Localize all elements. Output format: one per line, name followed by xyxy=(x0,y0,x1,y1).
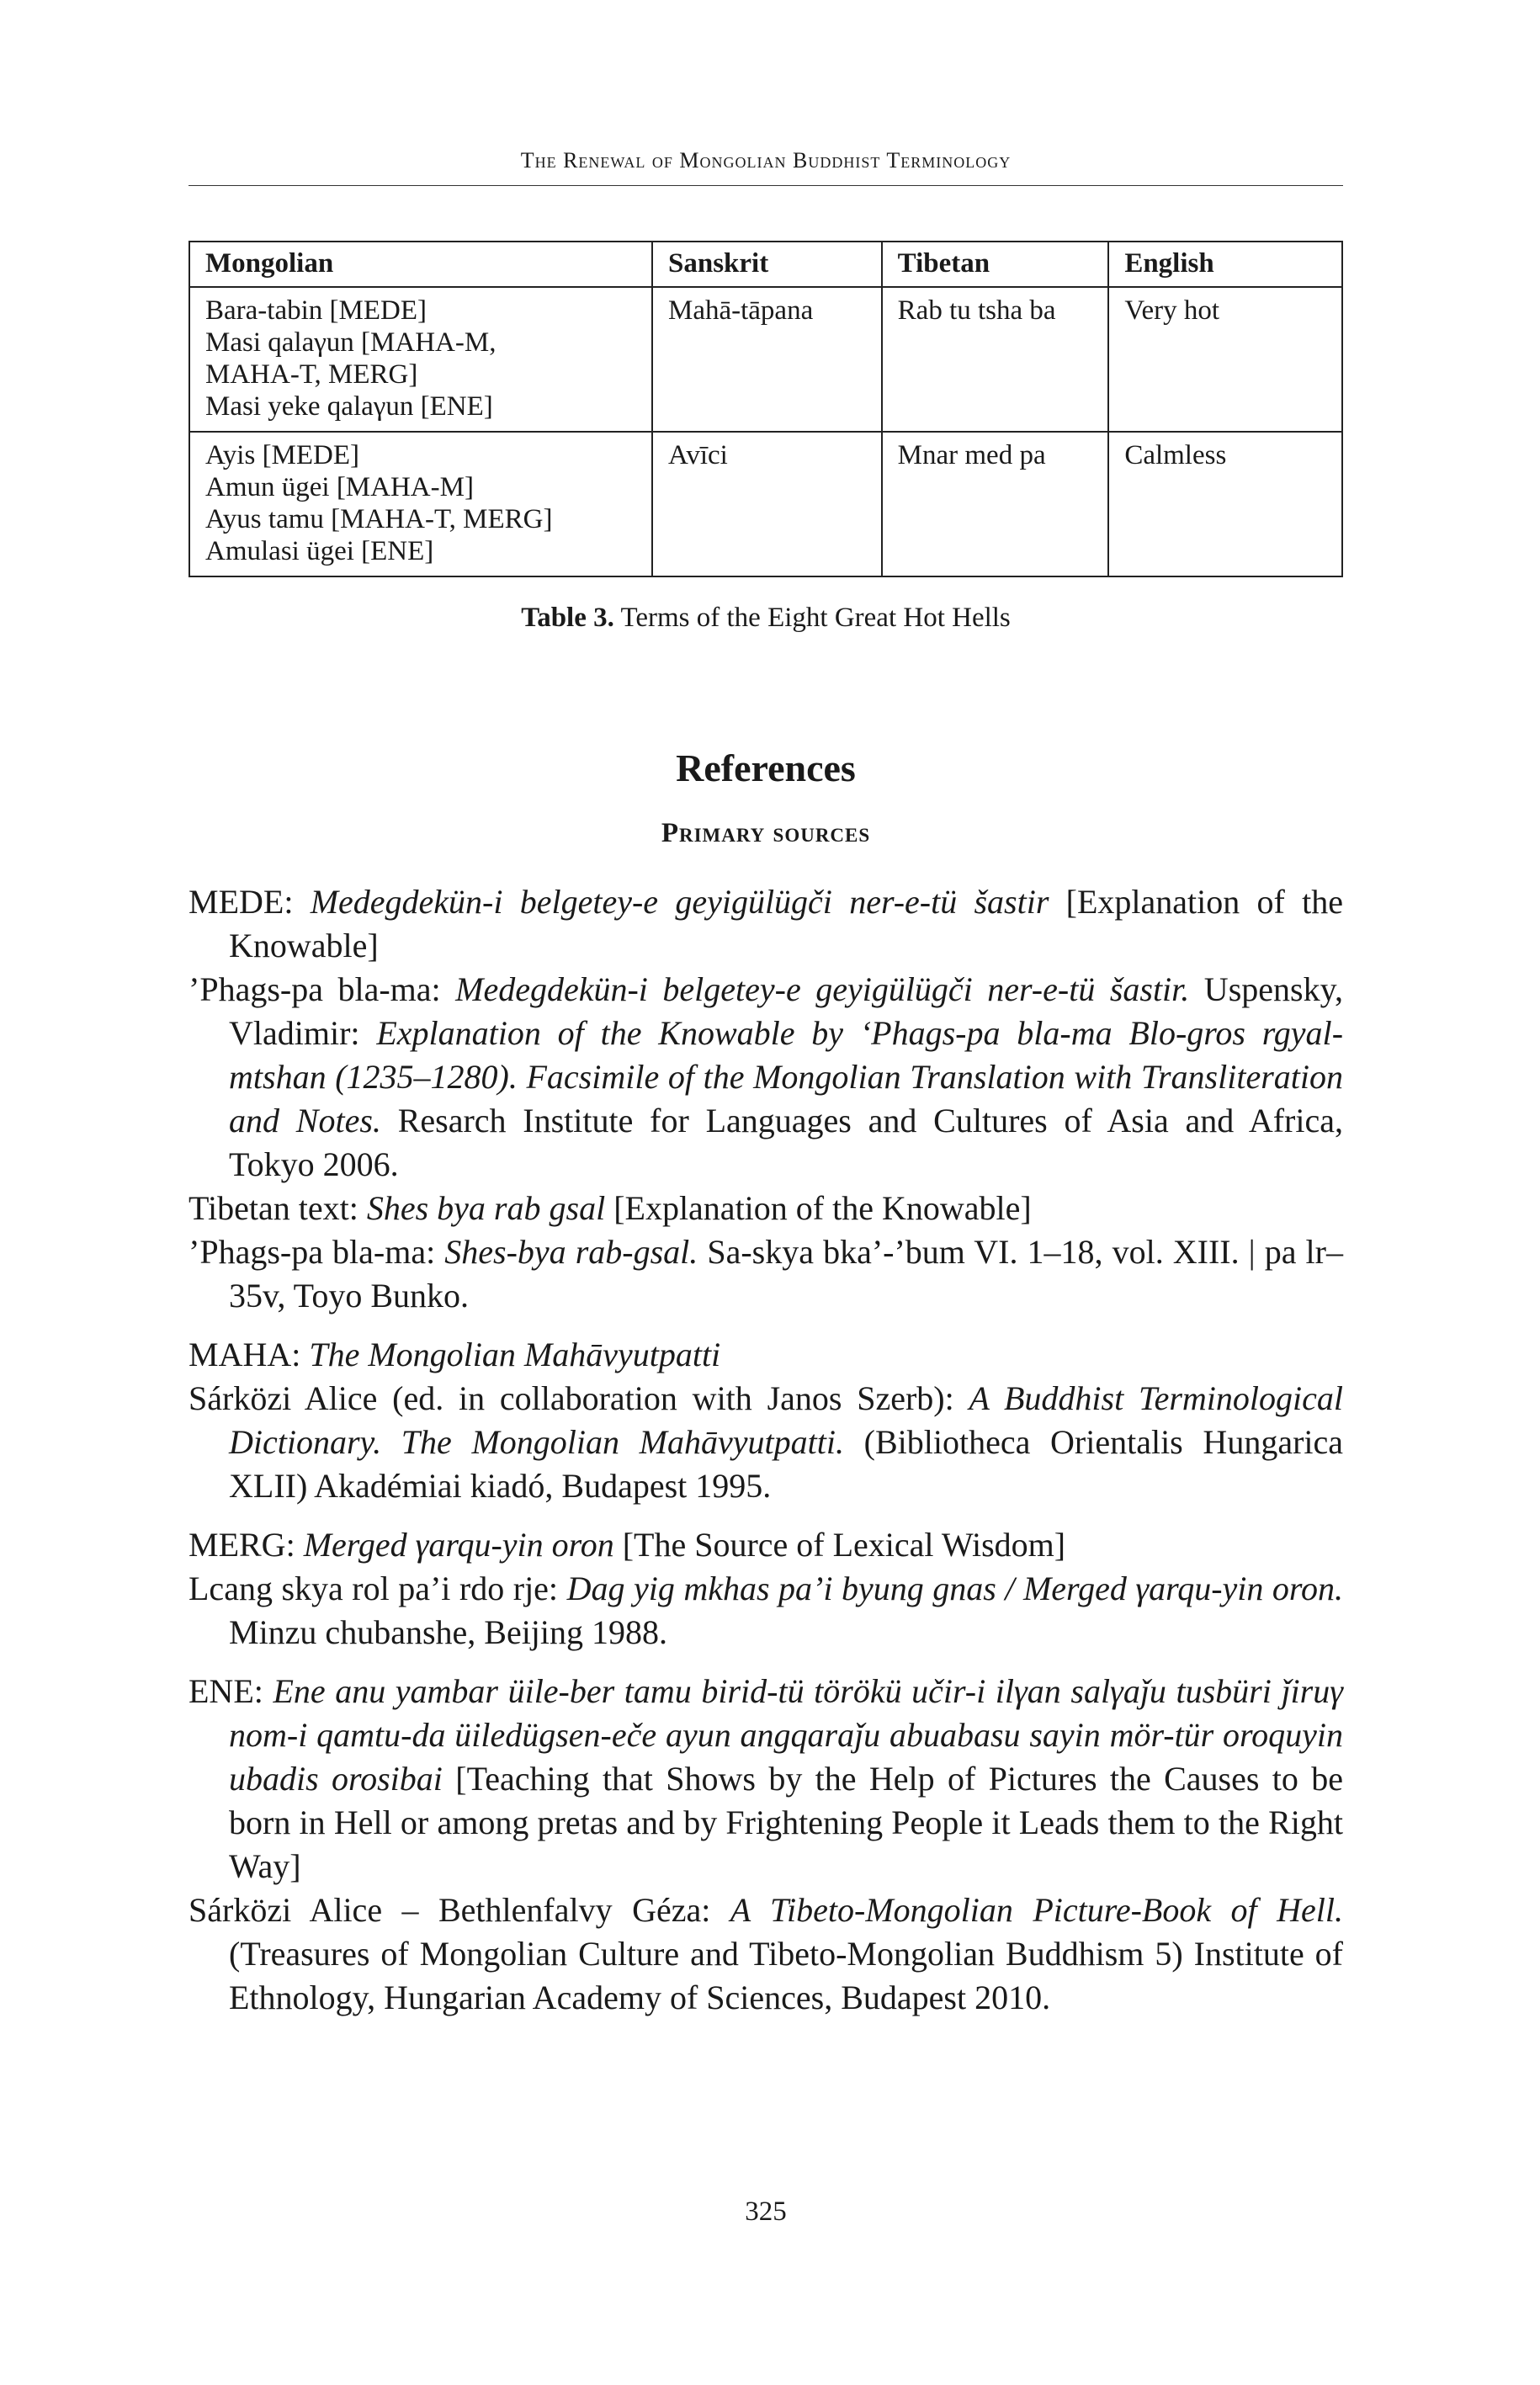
reference-group xyxy=(189,1333,1343,1508)
reference-entry xyxy=(189,1377,1343,1508)
page-number: 325 xyxy=(745,2196,787,2227)
reference-entry xyxy=(189,1333,1343,1377)
mongolian-term: Bara-tabin [MEDE] xyxy=(205,295,427,326)
reference-text: (Treasures of Mongolian Culture and Tibeto-Mongolian Buddhism 5) Institute of Ethnology, Hungarian Academy of Sciences, Budapest 2010. xyxy=(229,1935,1343,2016)
table-row xyxy=(189,287,1342,432)
reference-list xyxy=(189,880,1343,2035)
reference-text: ’Phags-pa bla-ma: xyxy=(189,1233,445,1271)
mongolian-term: Masi yeke qalaγun [ENE] xyxy=(205,391,493,422)
table-row xyxy=(189,432,1342,576)
reference-text: ’Phags-pa bla-ma: xyxy=(189,970,456,1008)
reference-entry xyxy=(189,1523,1343,1567)
reference-text: Sárközi Alice – Bethlenfalvy Géza: xyxy=(189,1891,730,1929)
reference-text: Minzu chubanshe, Beijing 1988. xyxy=(229,1613,668,1651)
mongolian-term: Amun ügei [MAHA-M] xyxy=(205,472,474,502)
column-header-mongolian: Mongolian xyxy=(189,242,652,287)
reference-entry xyxy=(189,1230,1343,1318)
reference-entry xyxy=(189,1187,1343,1230)
terms-table xyxy=(189,241,1343,577)
reference-group xyxy=(189,1523,1343,1655)
header-rule xyxy=(189,185,1343,186)
mongolian-term: Amulasi ügei [ENE] xyxy=(205,536,434,566)
reference-title: Medegdekün-i belgetey-e geyigülügči ner-e-tü šastir xyxy=(310,883,1049,921)
mongolian-term: MAHA-T, MERG] xyxy=(205,359,418,390)
reference-text: MEDE: xyxy=(189,883,311,921)
table-header-row xyxy=(189,242,1342,287)
table-caption xyxy=(189,603,1343,634)
reference-title: Explanation of the Knowable by ‘Phags-pa bla-ma Blo-gros rgyalmtshan (1235–1280). Facsimile of the Mongolian Translation with Transliteration and Notes. xyxy=(229,1014,1344,1139)
cell-sanskrit: Avīci xyxy=(652,432,882,576)
reference-entry xyxy=(189,880,1343,968)
cell-tibetan: Rab tu tsha ba xyxy=(882,287,1109,432)
column-header-tibetan: Tibetan xyxy=(882,242,1109,287)
cell-english: Very hot xyxy=(1108,287,1342,432)
reference-group xyxy=(189,880,1343,1318)
reference-text: Sa-skya bka’-’bum VI. 1–18, vol. XIII. | pa lr–35v, Toyo Bunko. xyxy=(229,1233,1343,1315)
reference-title: A Tibeto-Mongolian Picture-Book of Hell. xyxy=(730,1891,1343,1929)
table-caption-label: Table 3. xyxy=(521,603,614,633)
cell-english: Calmless xyxy=(1108,432,1342,576)
reference-title: Ene anu yambar üile-ber tamu birid-tü törökü učir-i ilγan salγaǰu tusbüri ǰiruγ nom-i qamtu-da üiledügsen-eče ayun angqaraǰu abuabasu sayin mör-tür oroquyin ubadis orosibai xyxy=(229,1672,1343,1798)
running-header: The Renewal of Mongolian Buddhist Terminology xyxy=(520,148,1012,173)
reference-entry xyxy=(189,968,1343,1187)
references-heading: References xyxy=(676,746,856,789)
reference-text: Sárközi Alice (ed. in collaboration with Janos Szerb): xyxy=(189,1379,969,1417)
cell-mongolian xyxy=(189,287,652,432)
column-header-english: English xyxy=(1108,242,1342,287)
reference-title: Dag yig mkhas pa’i byung gnas / Merged γarqu-yin oron. xyxy=(566,1570,1343,1607)
cell-sanskrit: Mahā-tāpana xyxy=(652,287,882,432)
column-header-sanskrit: Sanskrit xyxy=(652,242,882,287)
mongolian-term: Masi qalaγun [MAHA-M, xyxy=(205,327,497,358)
reference-group xyxy=(189,1670,1343,2020)
reference-title: Merged γarqu-yin oron xyxy=(303,1526,614,1564)
reference-title: The Mongolian Mahāvyutpatti xyxy=(309,1336,721,1373)
reference-text: MAHA: xyxy=(189,1336,310,1373)
reference-text: Lcang skya rol pa’i rdo rje: xyxy=(189,1570,567,1607)
reference-entry xyxy=(189,1670,1343,1888)
reference-entry xyxy=(189,1888,1343,2020)
table-caption-text: Terms of the Eight Great Hot Hells xyxy=(613,603,1011,633)
reference-text: [The Source of Lexical Wisdom] xyxy=(613,1526,1066,1564)
reference-text: [Teaching that Shows by the Help of Pictures the Causes to be born in Hell or among pretas and by Frightening People it Leads them to the Right Way] xyxy=(229,1760,1343,1885)
reference-text: [Explanation of the Knowable] xyxy=(605,1189,1032,1227)
reference-text: Tibetan text: xyxy=(189,1189,367,1227)
cell-mongolian xyxy=(189,432,652,576)
reference-text: MERG: xyxy=(189,1526,304,1564)
primary-sources-subheading: Primary sources xyxy=(661,818,871,848)
reference-text: [Explanation of the Knowable] xyxy=(229,883,1343,964)
reference-text: Uspensky, Vladimir: xyxy=(229,970,1343,1052)
reference-text: ENE: xyxy=(189,1672,273,1710)
cell-tibetan: Mnar med pa xyxy=(882,432,1109,576)
reference-text: Resarch Institute for Languages and Cultures of Asia and Africa, Tokyo 2006. xyxy=(229,1102,1343,1183)
mongolian-term: Ayus tamu [MAHA-T, MERG] xyxy=(205,504,553,534)
reference-entry xyxy=(189,1567,1343,1655)
reference-title: Medegdekün-i belgetey-e geyigülügči ner-e-tü šastir. xyxy=(455,970,1190,1008)
reference-title: A Buddhist Terminological Dictionary. The Mongolian Mahāvyutpatti. xyxy=(229,1379,1343,1461)
reference-title: Shes bya rab gsal xyxy=(366,1189,606,1227)
mongolian-term: Ayis [MEDE] xyxy=(205,440,360,470)
reference-title: Shes-bya rab-gsal. xyxy=(444,1233,698,1271)
reference-text: (Bibliotheca Orientalis Hungarica XLII) Akadémiai kiadó, Budapest 1995. xyxy=(229,1423,1344,1505)
